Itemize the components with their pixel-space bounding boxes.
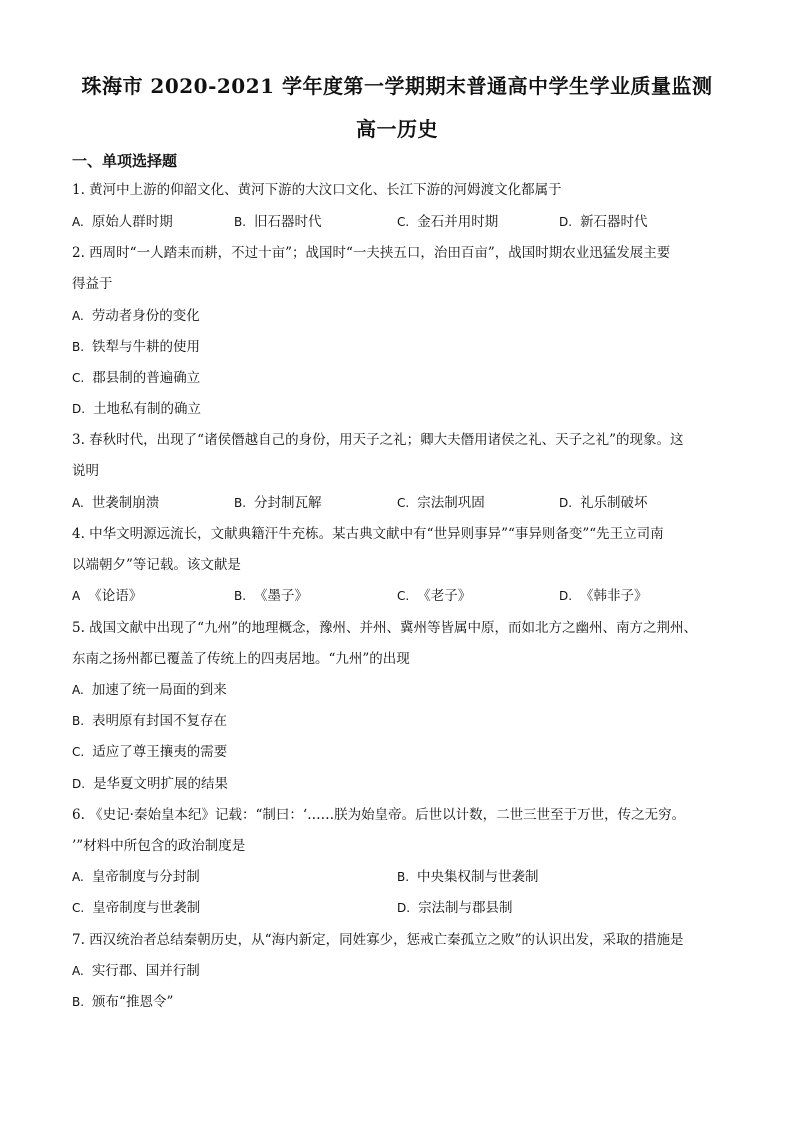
question-2-option-d: D. 土地私有制的确立: [72, 401, 202, 417]
question-6-option-c: C. 皇帝制度与世袭制: [72, 900, 201, 916]
exam-title: 珠海市 2020-2021 学年度第一学期期末普通高中学生学业质量监测: [81, 74, 713, 98]
question-4-option-c: C. 《老子》: [397, 588, 472, 604]
question-1-option-d: D. 新石器时代: [559, 214, 648, 230]
question-2-text: 2. 西周时“一人踏耒而耕，不过十亩”；战国时“一夫挟五口，治田百亩”，战国时期农业迅猛发展主要: [72, 245, 671, 261]
question-4-text: 4. 中华文明源远流长，文献典籍汗牛充栋。某古典文献中有“世异则事异”“事异则备变”“先王立司南: [72, 526, 664, 542]
question-5-option-c: C. 适应了尊王攘夷的需要: [72, 744, 228, 760]
question-2-option-c: C. 郡县制的普遍确立: [72, 370, 201, 386]
question-6-text: 6. 《史记·秦始皇本纪》记载：“制曰：‘……朕为始皇帝。后世以计数，二世三世至于万世，传之无穷。: [72, 807, 686, 823]
question-6-option-d: D. 宗法制与郡县制: [397, 900, 513, 916]
exam-subtitle: 高一历史: [356, 117, 438, 141]
question-3-option-d: D. 礼乐制破坏: [559, 495, 648, 511]
question-7-text: 7. 西汉统治者总结秦朝历史，从“海内新定，同姓寡少，惩戒亡秦孤立之败”的认识出发，采取的措施是: [72, 932, 684, 948]
question-7-option-b: B. 颁布“推恩令”: [72, 994, 174, 1010]
question-5-option-d: D. 是华夏文明扩展的结果: [72, 776, 229, 792]
question-6-option-b: B. 中央集权制与世袭制: [397, 869, 539, 885]
question-6-option-a: A. 皇帝制度与分封制: [72, 869, 200, 885]
question-5-option-a: A. 加速了统一局面的到来: [72, 682, 227, 698]
question-2-text-cont: 得益于: [72, 276, 113, 292]
question-3-text-cont: 说明: [72, 463, 99, 479]
question-5-option-b: B. 表明原有封国不复存在: [72, 713, 228, 729]
question-1-option-b: B. 旧石器时代: [234, 214, 322, 230]
question-4-option-b: B. 《墨子》: [234, 588, 309, 604]
question-3-option-a: A. 世袭制崩溃: [72, 495, 160, 511]
question-6-text-cont: ’”材料中所包含的政治制度是: [72, 838, 246, 854]
section-heading: 一、单项选择题: [72, 152, 178, 170]
question-4-option-d: D. 《韩非子》: [559, 588, 648, 604]
question-1-text: 1. 黄河中上游的仰韶文化、黄河下游的大汶口文化、长江下游的河姆渡文化都属于: [72, 182, 562, 198]
question-4-option-a: A 《论语》: [72, 588, 143, 604]
question-2-option-b: B. 铁犁与牛耕的使用: [72, 339, 201, 355]
question-3-option-b: B. 分封制瓦解: [234, 495, 322, 511]
question-2-option-a: A. 劳动者身份的变化: [72, 308, 200, 324]
question-3-option-c: C. 宗法制巩固: [397, 495, 485, 511]
question-5-text-cont: 东南之扬州都已覆盖了传统上的四夷居地。“九州”的出现: [72, 651, 410, 667]
question-1-option-a: A. 原始人群时期: [72, 214, 173, 230]
question-5-text: 5. 战国文献中出现了“九州”的地理概念，豫州、并州、冀州等皆属中原，而如北方之幽州、南方之荆州、: [72, 620, 697, 636]
question-4-text-cont: 以端朝夕”等记载。该文献是: [72, 557, 241, 573]
question-1-option-c: C. 金石并用时期: [397, 214, 499, 230]
question-3-text: 3. 春秋时代，出现了“诸侯僭越自己的身份，用天子之礼；卿大夫僭用诸侯之礼、天子之礼”的现象。这: [72, 432, 684, 448]
question-7-option-a: A. 实行郡、国并行制: [72, 963, 200, 979]
